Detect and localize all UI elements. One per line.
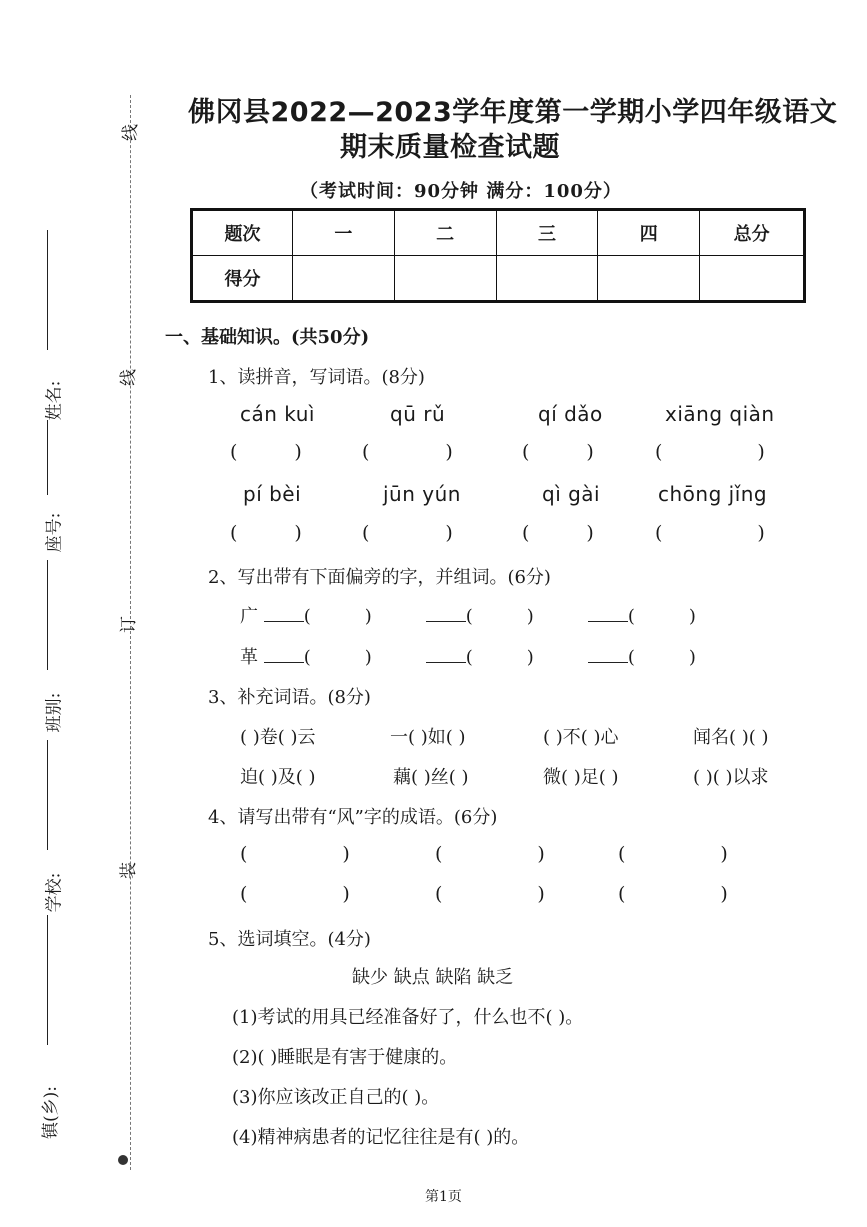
pinyin: xiāng qiàn: [665, 402, 775, 426]
fill-item[interactable]: (2)( )睡眠是有害于健康的。: [232, 1047, 458, 1068]
answer-paren[interactable]: ( ): [618, 843, 728, 865]
fill-item[interactable]: (4)精神病患者的记忆往往是有( )的。: [232, 1127, 530, 1148]
score-header-cell: 二: [394, 210, 496, 256]
fill-item[interactable]: (3)你应该改正自己的( )。: [232, 1087, 440, 1108]
answer-paren[interactable]: ( ): [362, 522, 453, 544]
score-header-cell: 总分: [700, 210, 805, 256]
score-header-cell: 题次: [192, 210, 293, 256]
answer-paren[interactable]: ( ): [655, 441, 765, 463]
score-row-label: 得分: [192, 256, 293, 302]
score-cell[interactable]: [598, 256, 700, 302]
char-blank[interactable]: [264, 646, 304, 663]
margin-ding: 订: [119, 616, 139, 633]
answer-paren[interactable]: ( ): [655, 522, 765, 544]
margin-zhuang: 装: [119, 862, 139, 879]
pinyin: cán kuì: [240, 402, 315, 426]
pinyin: qí dǎo: [538, 402, 603, 426]
margin-xian-top: 线: [121, 124, 141, 141]
idiom-fill[interactable]: 一( )如( ): [390, 727, 466, 748]
idiom-fill[interactable]: 闻名( )( ): [693, 727, 769, 748]
radical: 革: [240, 647, 258, 668]
seat-underline: [47, 420, 48, 495]
title-line1: 佛冈县2022—2023学年度第一学期小学四年级语文: [188, 97, 838, 128]
name-underline: [47, 230, 48, 350]
section1-title: 一、基础知识。(共50分): [165, 327, 370, 348]
idiom-fill[interactable]: 迫( )及( ): [240, 767, 316, 788]
margin-xian: 线: [119, 369, 139, 386]
town-underline: [47, 915, 48, 1045]
q2-title: 2、写出带有下面偏旁的字，并组词。(6分): [208, 567, 551, 588]
pinyin: jūn yún: [383, 482, 461, 506]
answer-paren[interactable]: ( ): [362, 441, 453, 463]
char-blank[interactable]: [426, 605, 466, 622]
idiom-fill[interactable]: 藕( )丝( ): [393, 767, 469, 788]
radical-row-1: 广 ( ) ( ) ( ): [240, 606, 696, 627]
page-number: 第1页: [425, 1189, 462, 1205]
char-blank[interactable]: [426, 646, 466, 663]
label-name: 姓名:: [44, 380, 65, 421]
label-school: 学校:: [44, 872, 65, 913]
score-cell[interactable]: [292, 256, 394, 302]
binding-hole-mark: [118, 1155, 128, 1165]
q5-title: 5、选词填空。(4分): [208, 929, 371, 950]
q1-title: 1、读拼音，写词语。(8分): [208, 367, 425, 388]
answer-paren[interactable]: ( ): [230, 522, 302, 544]
q3-title: 3、补充词语。(8分): [208, 687, 371, 708]
word-choices: 缺少 缺点 缺陷 缺乏: [352, 967, 514, 988]
title-line2: 期末质量检查试题: [340, 132, 560, 163]
score-header-cell: 四: [598, 210, 700, 256]
char-blank[interactable]: [588, 646, 628, 663]
answer-paren[interactable]: ( ): [618, 883, 728, 905]
pinyin: qū rǔ: [390, 402, 446, 426]
answer-paren[interactable]: ( ): [240, 883, 350, 905]
answer-paren[interactable]: ( ): [240, 843, 350, 865]
school-underline: [47, 740, 48, 850]
answer-paren[interactable]: ( ): [435, 883, 545, 905]
char-blank[interactable]: [264, 605, 304, 622]
score-header-cell: 三: [496, 210, 598, 256]
radical: 广: [240, 606, 258, 627]
answer-paren[interactable]: ( ): [230, 441, 302, 463]
pinyin: pí bèi: [243, 482, 302, 506]
q4-title: 4、请写出带有“风”字的成语。(6分): [208, 807, 498, 828]
score-table: [190, 208, 806, 303]
answer-paren[interactable]: ( ): [522, 441, 594, 463]
exam-info: （考试时间：90分钟 满分：100分）: [300, 181, 622, 202]
char-blank[interactable]: [588, 605, 628, 622]
answer-paren[interactable]: ( ): [522, 522, 594, 544]
pinyin: qì gài: [542, 482, 601, 506]
idiom-fill[interactable]: ( )不( )心: [543, 727, 619, 748]
radical-row-2: 革 ( ) ( ) ( ): [240, 647, 696, 668]
idiom-fill[interactable]: ( )( )以求: [693, 767, 769, 788]
label-town: 镇(乡):: [41, 1086, 61, 1139]
label-seat: 座号:: [44, 512, 65, 553]
score-header-cell: 一: [292, 210, 394, 256]
idiom-fill[interactable]: ( )卷( )云: [240, 727, 316, 748]
pinyin: chōng jǐng: [658, 482, 768, 506]
class-underline: [47, 560, 48, 670]
answer-paren[interactable]: ( ): [435, 843, 545, 865]
score-cell[interactable]: [700, 256, 805, 302]
idiom-fill[interactable]: 微( )足( ): [543, 767, 619, 788]
label-class: 班别:: [44, 692, 65, 733]
score-cell[interactable]: [496, 256, 598, 302]
score-cell[interactable]: [394, 256, 496, 302]
fill-item[interactable]: (1)考试的用具已经准备好了，什么也不( )。: [232, 1007, 584, 1028]
